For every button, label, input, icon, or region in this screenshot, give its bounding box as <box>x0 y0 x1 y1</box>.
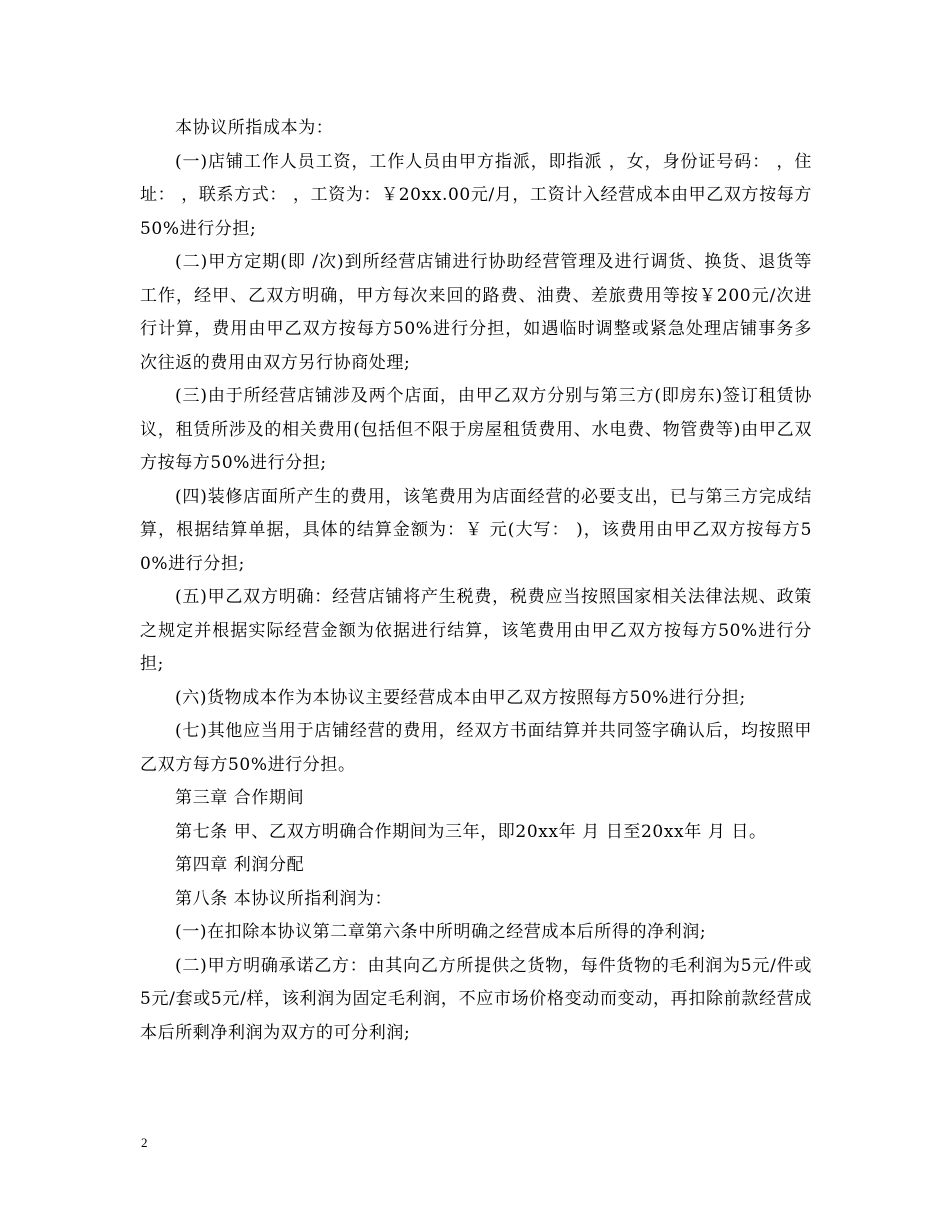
paragraph-cost-item-3: (三)由于所经营店铺涉及两个店面，由甲乙双方分别与第三方(即房东)签订租赁协议，租赁所涉及的相关费用(包括但不限于房屋租赁费用、水电费、物管费等)由甲乙双方按每方50%进行分担; <box>140 386 812 473</box>
paragraph-cost-item-7: (七)其他应当用于店铺经营的费用，经双方书面结算并共同签字确认后，均按照甲乙双方每方50%进行分担。 <box>140 721 812 775</box>
chapter-heading-4: 第四章 利润分配 <box>175 855 305 875</box>
paragraph-cost-item-5: (五)甲乙双方明确：经营店铺将产生税费，税费应当按照国家相关法律法规、政策之规定并根据实际经营金额为依据进行结算，该笔费用由甲乙双方按每方50%进行分担; <box>140 587 812 674</box>
paragraph-cost-item-6: (六)货物成本作为本协议主要经营成本由甲乙双方按照每方50%进行分担; <box>175 687 746 708</box>
paragraph-cost-item-1: (一)店铺工作人员工资，工作人员由甲方指派，即指派 ，女，身份证号码： ，住址： ，联系方式： ，工资为：￥20xx.00元/月，工资计入经营成本由甲乙双方按每方50%进行分担; <box>140 151 812 239</box>
paragraph-cost-item-2: (二)甲方定期(即 /次)到所经营店铺进行协助经营管理及进行调货、换货、退货等工作，经甲、乙双方明确，甲方每次来回的路费、油费、差旅费用等按￥200元/次进行计算，费用由甲乙双方按每方50%进行分担，如遇临时调整或紧急处理店铺事务多次往返的费用由双方另行协商处理; <box>140 252 812 373</box>
paragraph-profit-item-1: (一)在扣除本协议第二章第六条中所明确之经营成本后所得的净利润; <box>175 922 707 942</box>
article-8: 第八条 本协议所指利润为： <box>175 888 393 909</box>
page-number: 2 <box>141 1135 148 1150</box>
document-body <box>140 112 812 1050</box>
paragraph-cost-intro: 本协议所指成本为： <box>175 118 334 138</box>
chapter-heading-3: 第三章 合作期间 <box>175 788 305 808</box>
paragraph-cost-item-4: (四)装修店面所产生的费用，该笔费用为店面经营的必要支出，已与第三方完成结算，根据结算单据，具体的结算金额为：￥ 元(大写： )，该费用由甲乙双方按每方50%进行分担; <box>140 486 812 574</box>
article-7: 第七条 甲、乙双方明确合作期间为三年，即20xx年 月 日至20xx年 月 日。 <box>175 821 767 842</box>
paragraph-profit-item-2: (二)甲方明确承诺乙方：由其向乙方所提供之货物，每件货物的毛利润为5元/件或5元/套或5元/样，该利润为固定毛利润，不应市场价格变动而变动，再扣除前款经营成本后所剩净利润为双方的可分利润; <box>140 955 812 1043</box>
